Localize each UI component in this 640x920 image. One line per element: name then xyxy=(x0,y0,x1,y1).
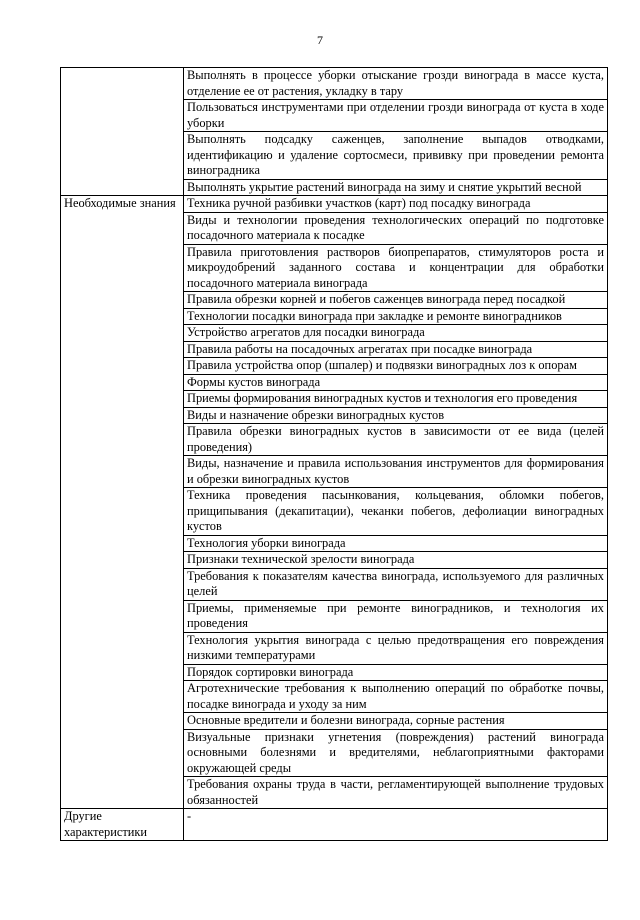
table-row xyxy=(61,809,608,841)
requirement-item: Правила обрезки виноградных кустов в зависимости от ее вида (целей проведения) xyxy=(184,424,608,456)
requirement-item: Основные вредители и болезни винограда, сорные растения xyxy=(184,713,608,730)
requirement-item: Правила работы на посадочных агрегатах при посадке винограда xyxy=(184,341,608,358)
requirement-item: Виды и назначение обрезки виноградных кустов xyxy=(184,407,608,424)
requirement-item: Виды, назначение и правила использования инструментов для формирования и обрезки виноградных кустов xyxy=(184,456,608,488)
requirement-item: Визуальные признаки угнетения (повреждения) растений винограда основными болезнями и вредителями, неблагоприятными факторами окружающей среды xyxy=(184,729,608,777)
section-label: Необходимые знания xyxy=(61,196,184,809)
requirements-table xyxy=(60,67,608,841)
requirement-item: Выполнять укрытие растений винограда на зиму и снятие укрытий весной xyxy=(184,179,608,196)
table-row xyxy=(61,196,608,213)
requirement-item: Выполнять в процессе уборки отыскание грозди винограда в массе куста, отделение ее от растения, укладку в тару xyxy=(184,68,608,100)
requirement-item: Формы кустов винограда xyxy=(184,374,608,391)
requirement-item: Требования охраны труда в части, регламентирующей выполнение трудовых обязанностей xyxy=(184,777,608,809)
requirement-item: Техника ручной разбивки участков (карт) под посадку винограда xyxy=(184,196,608,213)
requirement-item: Выполнять подсадку саженцев, заполнение выпадов отводками, идентификацию и удаление сортосмеси, прививку при проведении ремонта виноградника xyxy=(184,132,608,180)
requirement-item: Технологии посадки винограда при закладке и ремонте виноградников xyxy=(184,308,608,325)
requirement-item: Техника проведения пасынкования, кольцевания, обломки побегов, прищипывания (декапитации), чеканки побегов, дефолиации виноградных кустов xyxy=(184,488,608,536)
requirement-item: Пользоваться инструментами при отделении грозди винограда от куста в ходе уборки xyxy=(184,100,608,132)
table-row xyxy=(61,68,608,100)
requirement-item: Приемы формирования виноградных кустов и технология его проведения xyxy=(184,391,608,408)
requirement-item: Агротехнические требования к выполнению операций по обработке почвы, посадке винограда и уходу за ним xyxy=(184,681,608,713)
requirement-item: - xyxy=(184,809,608,841)
requirement-item: Требования к показателям качества винограда, используемого для различных целей xyxy=(184,568,608,600)
requirement-item: Признаки технической зрелости винограда xyxy=(184,552,608,569)
requirement-item: Правила приготовления растворов биопрепаратов, стимуляторов роста и микроудобрений заданного состава и концентрации для обработки посадочного материала винограда xyxy=(184,244,608,292)
requirement-item: Технология уборки винограда xyxy=(184,535,608,552)
page-number: 7 xyxy=(317,33,323,47)
section-label xyxy=(61,68,184,196)
requirement-item: Правила обрезки корней и побегов саженцев винограда перед посадкой xyxy=(184,292,608,309)
section-label: Другие характеристики xyxy=(61,809,184,841)
requirement-item: Технология укрытия винограда с целью предотвращения его повреждения низкими температурами xyxy=(184,632,608,664)
requirement-item: Порядок сортировки винограда xyxy=(184,664,608,681)
requirement-item: Устройство агрегатов для посадки винограда xyxy=(184,325,608,342)
requirement-item: Правила устройства опор (шпалер) и подвязки виноградных лоз к опорам xyxy=(184,358,608,375)
requirement-item: Приемы, применяемые при ремонте виноградников, и технология их проведения xyxy=(184,600,608,632)
requirement-item: Виды и технологии проведения технологических операций по подготовке посадочного материала к посадке xyxy=(184,212,608,244)
